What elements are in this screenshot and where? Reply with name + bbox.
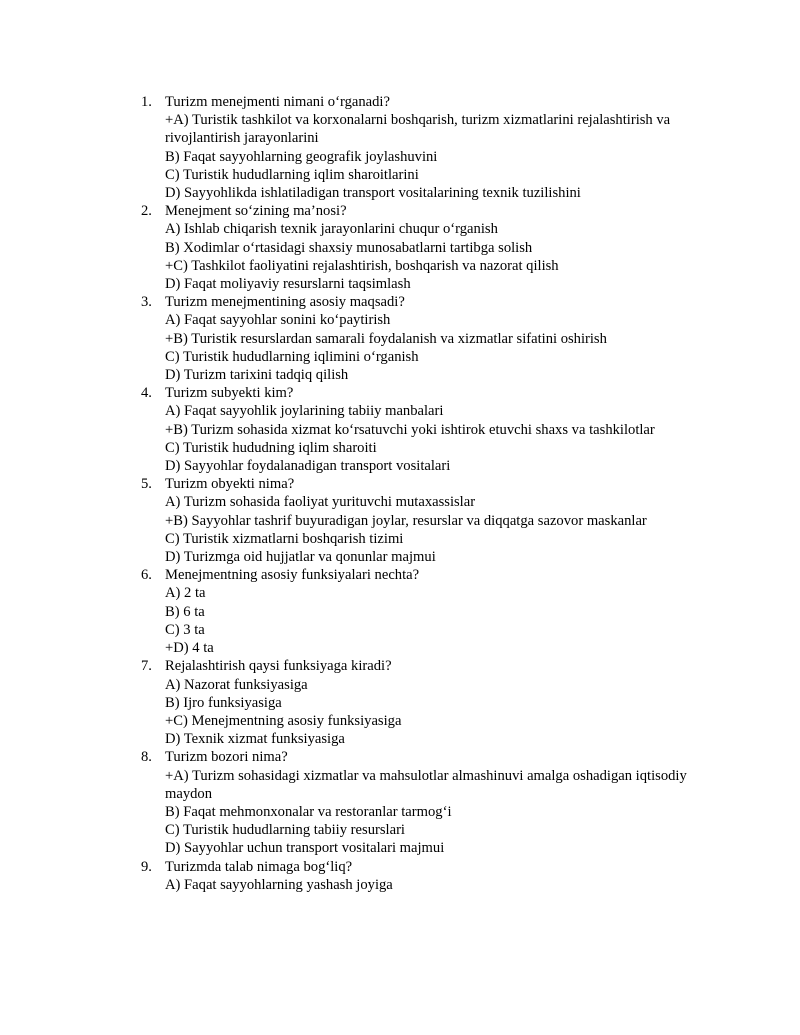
- answer-option: C) Turistik hududning iqlim sharoiti: [165, 439, 377, 456]
- answer-option: D) Faqat moliyaviy resurslarni taqsimlash: [165, 276, 411, 293]
- answer-option: C) 3 ta: [165, 621, 205, 638]
- question-number: 9.: [141, 858, 152, 875]
- answer-option: B) Ijro funksiyasiga: [165, 694, 282, 711]
- question-text: Turizm obyekti nima?: [165, 476, 295, 493]
- answer-option: +B) Turistik resurslardan samarali foydalanish va xizmatlar sifatini oshirish: [165, 330, 607, 347]
- answer-option: +D) 4 ta: [165, 640, 214, 657]
- answer-option: A) Faqat sayyohlik joylarining tabiiy manbalari: [165, 403, 444, 420]
- answer-option: C) Turistik xizmatlarni boshqarish tizimi: [165, 530, 404, 547]
- answer-option: +B) Turizm sohasida xizmat ko‘rsatuvchi yoki ishtirok etuvchi shaxs va tashkilotlar: [165, 421, 655, 438]
- answer-option: D) Sayyohlikda ishlatiladigan transport vositalarining texnik tuzilishini: [165, 185, 581, 202]
- answer-option: +A) Turizm sohasidagi xizmatlar va mahsulotlar almashinuvi amalga oshadigan iqtisodiy maydon: [165, 767, 687, 802]
- question-item: [0, 858, 800, 894]
- answer-option: D) Sayyohlar foydalanadigan transport vositalari: [165, 458, 451, 475]
- answer-option: +C) Tashkilot faoliyatini rejalashtirish, boshqarish va nazorat qilish: [165, 257, 559, 274]
- question-list: [0, 93, 800, 894]
- answer-option: B) Xodimlar o‘rtasidagi shaxsiy munosabatlarni tartibga solish: [165, 239, 533, 256]
- answer-option: D) Texnik xizmat funksiyasiga: [165, 731, 345, 748]
- answer-option: A) Faqat sayyohlarning yashash joyiga: [165, 876, 393, 893]
- question-item: [0, 384, 800, 475]
- question-item: [0, 475, 800, 566]
- question-text: Rejalashtirish qaysi funksiyaga kiradi?: [165, 658, 392, 675]
- answer-option: A) Nazorat funksiyasiga: [165, 676, 308, 693]
- question-text: Menejment so‘zining ma’nosi?: [165, 203, 347, 220]
- question-text: Turizm bozori nima?: [165, 749, 288, 766]
- question-text: Turizm menejmenti nimani o‘rganadi?: [165, 94, 390, 110]
- answer-option: +B) Sayyohlar tashrif buyuradigan joylar, resurslar va diqqatga sazovor maskanlar: [165, 512, 647, 529]
- question-number: 6.: [141, 567, 152, 584]
- question-number: 2.: [141, 203, 152, 220]
- question-number: 4.: [141, 385, 152, 402]
- question-item: [0, 202, 800, 293]
- answer-option: B) 6 ta: [165, 603, 205, 620]
- answer-option: C) Turistik hududlarning iqlim sharoitlarini: [165, 166, 419, 183]
- question-number: 3.: [141, 294, 152, 311]
- answer-option: D) Sayyohlar uchun transport vositalari majmui: [165, 840, 445, 857]
- answer-option: C) Turistik hududlarning iqlimini o‘rganish: [165, 348, 419, 365]
- answer-option: D) Turizm tarixini tadqiq qilish: [165, 367, 349, 384]
- question-number: 8.: [141, 749, 152, 766]
- answer-option: A) Turizm sohasida faoliyat yurituvchi mutaxassislar: [165, 494, 476, 511]
- answer-option: B) Faqat sayyohlarning geografik joylashuvini: [165, 148, 438, 165]
- question-item: [0, 293, 800, 384]
- answer-option: A) 2 ta: [165, 585, 206, 602]
- answer-option: B) Faqat mehmonxonalar va restoranlar tarmog‘i: [165, 803, 452, 820]
- answer-option: D) Turizmga oid hujjatlar va qonunlar majmui: [165, 549, 436, 566]
- answer-option: C) Turistik hududlarning tabiiy resurslari: [165, 822, 405, 839]
- answer-option: A) Ishlab chiqarish texnik jarayonlarini chuqur o‘rganish: [165, 221, 498, 238]
- question-text: Turizm subyekti kim?: [165, 385, 294, 402]
- answer-option: +C) Menejmentning asosiy funksiyasiga: [165, 712, 402, 729]
- question-text: Turizmda talab nimaga bog‘liq?: [165, 858, 353, 875]
- question-item: [0, 566, 800, 657]
- question-text: Menejmentning asosiy funksiyalari nechta?: [165, 567, 420, 584]
- question-text: Turizm menejmentining asosiy maqsadi?: [165, 294, 405, 311]
- question-number: 5.: [141, 476, 152, 493]
- answer-option: A) Faqat sayyohlar sonini ko‘paytirish: [165, 312, 391, 329]
- answer-option: +A) Turistik tashkilot va korxonalarni boshqarish, turizm xizmatlarini rejalashtirish va rivojlantirish jarayonlarini: [165, 112, 671, 147]
- question-item: [0, 748, 800, 857]
- question-item: [0, 657, 800, 748]
- question-number: 1.: [141, 94, 152, 110]
- question-number: 7.: [141, 658, 152, 675]
- question-item: [0, 93, 800, 202]
